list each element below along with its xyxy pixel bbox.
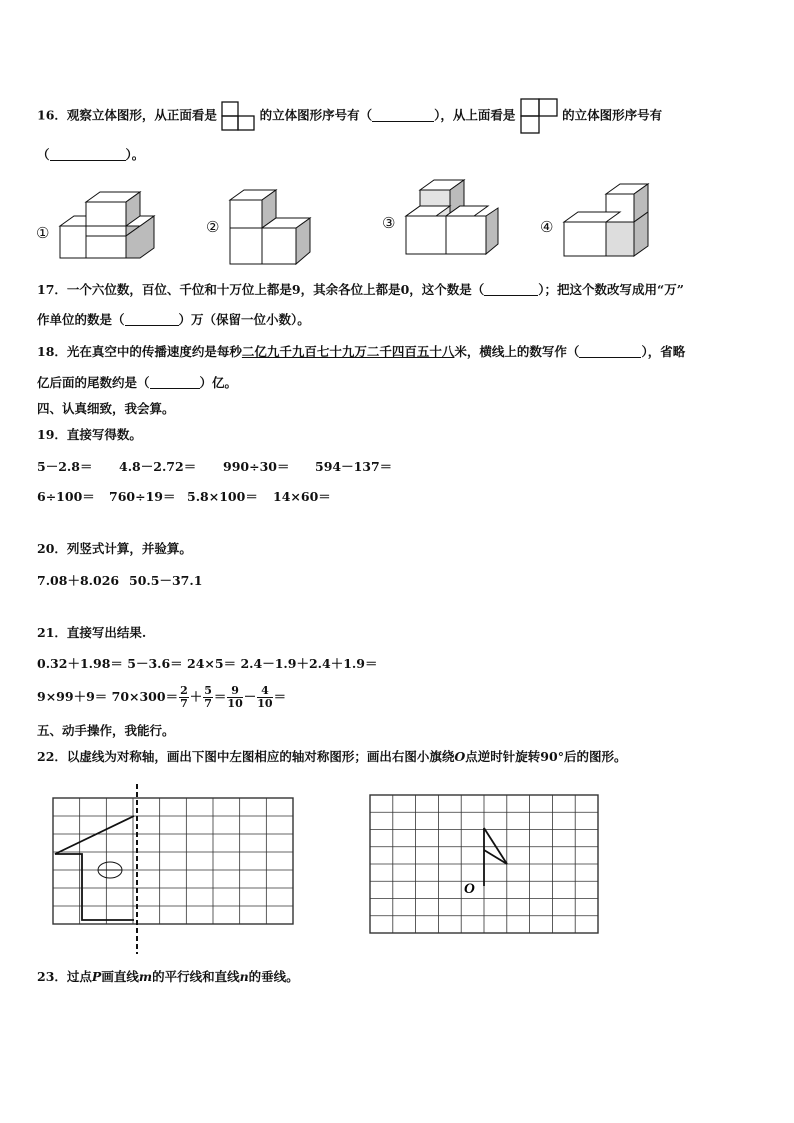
- fraction: $\frac{5}{7}$: [204, 684, 212, 710]
- solid-figure-2: [206, 186, 326, 268]
- section-heading-4: 四、认真细致，我会算。: [37, 401, 175, 416]
- q21-title: 21．直接写出结果.: [37, 625, 147, 640]
- figure-label-4: ④: [540, 218, 554, 236]
- answer-blank[interactable]: [150, 375, 200, 389]
- calc-item: 14×60＝: [273, 489, 331, 504]
- q21-row2: 9×99＋9＝ 70×300＝ $\frac{2}{7}$ ＋ $\frac{5}{7}$ ＝ $\frac{9}{10}$ － $\frac{4}{10}$ ＝: [37, 684, 287, 710]
- q20-items: [37, 572, 202, 590]
- figure-label-2: ②: [206, 218, 220, 236]
- front-view-icon: [221, 101, 255, 131]
- calc-item: 5.8×100＝: [187, 489, 258, 504]
- q17-line1: 17．一个六位数，百位、千位和十万位上都是9，其余各位上都是0，这个数是（ ）；把这个数改写成用“万”: [37, 282, 684, 297]
- point-o-label: O: [464, 881, 475, 897]
- q20-title: 20．列竖式计算，并验算。: [37, 541, 192, 556]
- calc-item: 6÷100＝: [37, 489, 95, 504]
- solid-figure-4: [540, 182, 660, 264]
- fraction: $\frac{2}{7}$: [180, 684, 188, 710]
- answer-blank[interactable]: [372, 108, 434, 122]
- calc-item: 50.5－37.1: [129, 573, 203, 588]
- section-heading-5: 五、动手操作，我能行。: [37, 723, 175, 738]
- left-grid-figure: [50, 784, 300, 964]
- top-view-icon: [520, 98, 558, 134]
- q19-title: 19．直接写得数。: [37, 427, 142, 442]
- answer-blank[interactable]: [484, 282, 538, 296]
- calc-item: 5－2.8＝: [37, 459, 93, 474]
- solid-figure-3: [382, 178, 502, 258]
- figure-label-3: ③: [382, 214, 396, 232]
- answer-blank[interactable]: [579, 344, 641, 358]
- q23-text: 23．过点P画直线m的平行线和直线n的垂线。: [37, 969, 299, 984]
- calc-item: 594－137＝: [315, 459, 393, 474]
- solid-figure-1: [36, 188, 156, 266]
- q16-line1: 16．观察立体图形，从正面看是 的立体图形序号有（ ），从上面看是 的立体图形序号有: [37, 98, 662, 134]
- calc-item: 760÷19＝: [109, 489, 176, 504]
- q21-row1: 0.32＋1.98＝ 5－3.6＝ 24×5＝ 2.4－1.9＋2.4＋1.9＝: [37, 656, 378, 671]
- flag-edge: [484, 828, 507, 864]
- q17-line2: 作单位的数是（ ）万（保留一位小数）。: [37, 312, 310, 327]
- q22-text: 22．以虚线为对称轴，画出下图中左图相应的轴对称图形；画出右图小旗绕O点逆时针旋转90°后的图形。: [37, 749, 627, 764]
- answer-blank[interactable]: [125, 312, 179, 326]
- q18-line1: 18．光在真空中的传播速度约是每秒二亿九千九百七十九万二千四百五十八米，横线上的数写作（ ），省略: [37, 344, 686, 359]
- q16-line2: （ ）。: [37, 147, 145, 162]
- q19-row1: [37, 458, 392, 476]
- answer-blank[interactable]: [50, 147, 126, 161]
- calc-item: 4.8－2.72＝: [119, 459, 197, 474]
- figure-label-1: ①: [36, 224, 50, 242]
- fraction: $\frac{9}{10}$: [227, 684, 243, 710]
- q19-row2: [37, 488, 331, 506]
- calc-item: 7.08＋8.026: [37, 573, 120, 588]
- q18-line2: 亿后面的尾数约是（ ）亿。: [37, 375, 238, 390]
- calc-item: 990÷30＝: [223, 459, 290, 474]
- right-grid-figure: [367, 790, 607, 940]
- fraction: $\frac{4}{10}$: [257, 684, 273, 710]
